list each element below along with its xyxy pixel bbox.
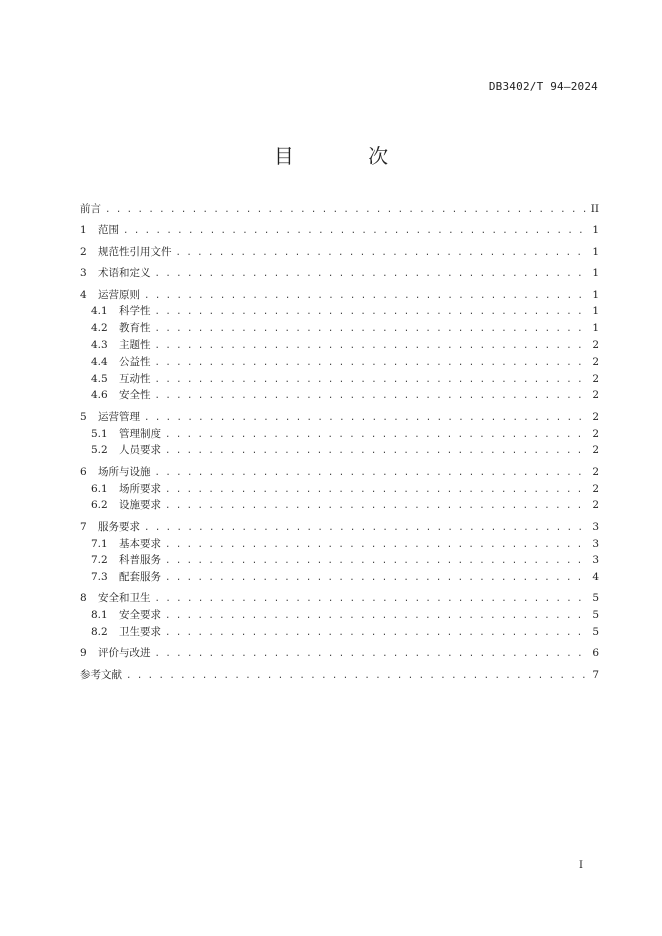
toc-entry-page: 2 <box>592 444 599 457</box>
dot-leader <box>144 410 587 427</box>
toc-entry-number: 7.1 <box>91 537 108 550</box>
toc-entry-page: 1 <box>592 245 599 258</box>
toc-entry-page: 5 <box>592 626 599 639</box>
toc-entry[interactable] <box>80 590 599 607</box>
dot-leader <box>155 388 588 405</box>
toc-subentry[interactable] <box>80 569 599 586</box>
toc-entry-page: 1 <box>592 288 599 301</box>
toc-subentry[interactable] <box>80 354 599 371</box>
toc-subentry[interactable] <box>80 624 599 641</box>
toc-entry-label: 安全性 <box>119 389 151 402</box>
toc-entry[interactable] <box>80 409 599 426</box>
toc-entry-page: 1 <box>592 224 599 237</box>
toc-entry-label: 公益性 <box>119 355 151 368</box>
toc-entry-label: 管理制度 <box>119 427 161 440</box>
toc-entry-number: 8.2 <box>91 626 108 639</box>
toc-entry-label: 科普服务 <box>119 554 161 567</box>
toc-entry-page: 7 <box>592 668 599 681</box>
toc-entry-label: 基本要求 <box>119 537 161 550</box>
toc-entry-page: 2 <box>592 465 599 478</box>
toc-entry-label: 范围 <box>98 224 119 237</box>
toc-subentry[interactable] <box>80 303 599 320</box>
toc-entry-label: 科学性 <box>119 305 151 318</box>
toc-entry-label: 卫生要求 <box>119 626 161 639</box>
dot-leader <box>165 625 587 642</box>
toc-entry-label: 场所与设施 <box>98 465 151 478</box>
dot-leader <box>155 304 588 321</box>
toc-entry-label: 服务要求 <box>98 520 140 533</box>
dot-leader <box>165 498 587 515</box>
toc-entry[interactable] <box>80 287 599 304</box>
toc-entry[interactable] <box>80 519 599 536</box>
dot-leader <box>123 223 587 240</box>
dot-leader <box>144 288 587 305</box>
toc-subentry[interactable] <box>80 442 599 459</box>
toc-subentry[interactable] <box>80 497 599 514</box>
page-number: I <box>579 860 583 871</box>
toc-subentry[interactable] <box>80 320 599 337</box>
toc-entry-label: 互动性 <box>119 372 151 385</box>
dot-leader <box>155 338 588 355</box>
toc-entry-page: 2 <box>592 410 599 423</box>
toc-entry-number: 4.1 <box>91 305 108 318</box>
toc-entry-label: 参考文献 <box>80 668 122 681</box>
toc-entry-page: 5 <box>592 592 599 605</box>
toc-entry-label: 安全和卫生 <box>98 592 151 605</box>
toc-entry-page: 1 <box>592 322 599 335</box>
toc-entry-number: 1 <box>80 224 87 237</box>
toc-entry-number: 3 <box>80 267 87 280</box>
toc-entry-page: 3 <box>592 554 599 567</box>
toc-title: 目 次 <box>273 144 423 168</box>
toc-entry-number: 4.2 <box>91 322 108 335</box>
dot-leader <box>165 443 587 460</box>
toc-entry-page: 2 <box>592 372 599 385</box>
toc-entry[interactable] <box>80 244 599 261</box>
toc-entry-label: 场所要求 <box>119 482 161 495</box>
toc-entry-number: 7 <box>80 520 87 533</box>
toc-entry-page: 3 <box>592 537 599 550</box>
toc-subentry[interactable] <box>80 387 599 404</box>
toc-entry-number: 4.3 <box>91 338 108 351</box>
toc-entry-label: 人员要求 <box>119 444 161 457</box>
toc-subentry[interactable] <box>80 552 599 569</box>
toc-entry[interactable] <box>80 667 599 684</box>
dot-leader <box>165 482 587 499</box>
toc-entry-page: 2 <box>592 499 599 512</box>
toc-entry[interactable] <box>80 645 599 662</box>
toc-entry-number: 7.2 <box>91 554 108 567</box>
toc-subentry[interactable] <box>80 536 599 553</box>
dot-leader <box>165 608 587 625</box>
dot-leader <box>155 372 588 389</box>
toc-entry-page: 4 <box>592 571 599 584</box>
toc-subentry[interactable] <box>80 337 599 354</box>
dot-leader <box>105 202 587 219</box>
toc-entry[interactable] <box>80 265 599 282</box>
dot-leader <box>176 245 588 262</box>
toc-entry-number: 4.5 <box>91 372 108 385</box>
toc-entry-number: 7.3 <box>91 571 108 584</box>
toc-entry-number: 9 <box>80 647 87 660</box>
toc-entry-page: 1 <box>592 305 599 318</box>
toc-entry-number: 5 <box>80 410 87 423</box>
dot-leader <box>126 668 587 685</box>
toc-entry-number: 6.1 <box>91 482 108 495</box>
toc-entry-number: 4.6 <box>91 389 108 402</box>
document-code: DB3402/T 94—2024 <box>488 80 598 93</box>
dot-leader <box>155 591 588 608</box>
toc-entry-page: 6 <box>592 647 599 660</box>
dot-leader <box>155 465 588 482</box>
toc-entry[interactable] <box>80 201 599 218</box>
toc-entry-number: 4 <box>80 288 87 301</box>
toc-entry[interactable] <box>80 222 599 239</box>
toc-entry-label: 教育性 <box>119 322 151 335</box>
toc-entry[interactable] <box>80 464 599 481</box>
toc-entry-page: 2 <box>592 482 599 495</box>
dot-leader <box>155 355 588 372</box>
dot-leader <box>155 646 588 663</box>
dot-leader <box>165 537 587 554</box>
dot-leader <box>165 427 587 444</box>
toc-entry-page: 5 <box>592 609 599 622</box>
toc-entry-number: 8 <box>80 592 87 605</box>
toc-entry-page: 2 <box>592 355 599 368</box>
table-of-contents <box>80 201 599 684</box>
toc-entry-number: 6 <box>80 465 87 478</box>
toc-entry-label: 术语和定义 <box>98 267 151 280</box>
toc-entry-number: 2 <box>80 245 87 258</box>
toc-subentry[interactable] <box>80 481 599 498</box>
toc-entry-label: 规范性引用文件 <box>98 245 172 258</box>
toc-subentry[interactable] <box>80 371 599 388</box>
dot-leader <box>144 520 587 537</box>
toc-subentry[interactable] <box>80 426 599 443</box>
toc-entry-label: 主题性 <box>119 338 151 351</box>
toc-entry-number: 5.2 <box>91 444 108 457</box>
toc-entry-page: 2 <box>592 427 599 440</box>
toc-entry-label: 运营原则 <box>98 288 140 301</box>
toc-entry-label: 评价与改进 <box>98 647 151 660</box>
toc-entry-label: 运营管理 <box>98 410 140 423</box>
toc-entry-label: 设施要求 <box>119 499 161 512</box>
toc-entry-label: 配套服务 <box>119 571 161 584</box>
dot-leader <box>165 553 587 570</box>
toc-subentry[interactable] <box>80 607 599 624</box>
toc-entry-label: 安全要求 <box>119 609 161 622</box>
toc-entry-number: 8.1 <box>91 609 108 622</box>
toc-entry-label: 前言 <box>80 203 101 215</box>
toc-entry-page: 3 <box>592 520 599 533</box>
toc-entry-number: 6.2 <box>91 499 108 512</box>
toc-entry-number: 4.4 <box>91 355 108 368</box>
toc-entry-page: 2 <box>592 389 599 402</box>
dot-leader <box>165 570 587 587</box>
dot-leader <box>155 266 588 283</box>
toc-entry-page: II <box>590 203 599 215</box>
toc-entry-number: 5.1 <box>91 427 108 440</box>
toc-entry-page: 1 <box>592 267 599 280</box>
dot-leader <box>155 321 588 338</box>
toc-entry-page: 2 <box>592 338 599 351</box>
